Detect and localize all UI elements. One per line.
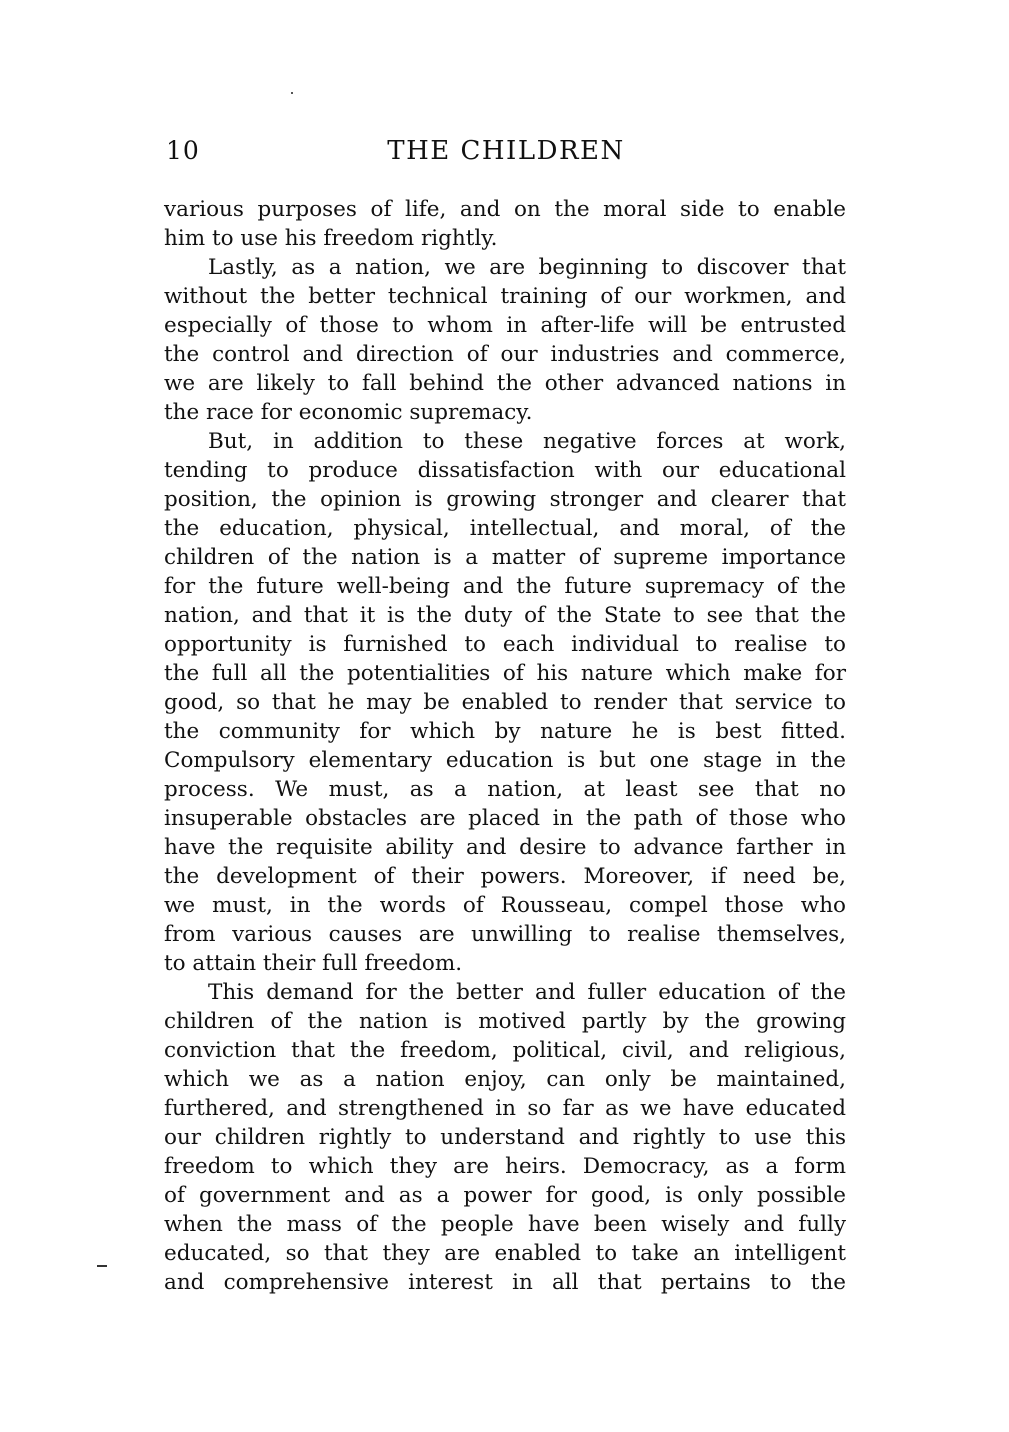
text-line: we are likely to fall behind the other advanced nations in: [164, 371, 846, 396]
text-line: Compulsory elementary education is but one stage in the: [164, 748, 846, 773]
text-line: educated, so that they are enabled to take an intelligent: [164, 1241, 846, 1266]
body-text: [164, 195, 846, 1297]
text-line: the race for economic supremacy.: [164, 400, 533, 425]
text-line: for the future well-being and the future supremacy of the: [164, 574, 846, 599]
text-line: children of the nation is motived partly by the growing: [164, 1009, 846, 1034]
scan-speck: [291, 92, 293, 94]
text-line: Lastly, as a nation, we are beginning to discover that: [208, 255, 846, 280]
text-line: tending to produce dissatisfaction with our educational: [164, 458, 846, 483]
text-line: the development of their powers. Moreover, if need be,: [164, 864, 846, 889]
text-line: without the better technical training of our workmen, and: [164, 284, 846, 309]
text-line: the education, physical, intellectual, and moral, of the: [164, 516, 846, 541]
text-line: This demand for the better and fuller education of the: [208, 980, 846, 1005]
text-line: But, in addition to these negative forces at work,: [208, 429, 846, 454]
text-line: position, the opinion is growing stronger and clearer that: [164, 487, 846, 512]
text-line: good, so that he may be enabled to render that service to: [164, 690, 846, 715]
text-line: the community for which by nature he is best fitted.: [164, 719, 846, 744]
running-title: THE CHILDREN: [387, 136, 625, 166]
text-line: conviction that the freedom, political, civil, and religious,: [164, 1038, 846, 1063]
text-line: the full all the potentialities of his nature which make for: [164, 661, 846, 686]
text-line: have the requisite ability and desire to advance farther in: [164, 835, 846, 860]
text-line: children of the nation is a matter of supreme importance: [164, 545, 846, 570]
text-line: nation, and that it is the duty of the State to see that the: [164, 603, 846, 628]
text-line: our children rightly to understand and rightly to use this: [164, 1125, 846, 1150]
text-line: when the mass of the people have been wisely and fully: [164, 1212, 846, 1237]
text-line: furthered, and strengthened in so far as we have educated: [164, 1096, 846, 1121]
page-header: [166, 136, 846, 176]
text-line: opportunity is furnished to each individual to realise to: [164, 632, 846, 657]
page-number: 10: [166, 136, 200, 165]
text-line: and comprehensive interest in all that pertains to the: [164, 1270, 846, 1295]
text-line: the control and direction of our industries and commerce,: [164, 342, 846, 367]
text-line: insuperable obstacles are placed in the path of those who: [164, 806, 846, 831]
text-line: of government and as a power for good, is only possible: [164, 1183, 846, 1208]
text-line: especially of those to whom in after-life will be entrusted: [164, 313, 846, 338]
text-line: freedom to which they are heirs. Democracy, as a form: [164, 1154, 846, 1179]
margin-mark: [97, 1265, 107, 1267]
text-line: process. We must, as a nation, at least see that no: [164, 777, 846, 802]
text-line: which we as a nation enjoy, can only be maintained,: [164, 1067, 846, 1092]
text-line: various purposes of life, and on the moral side to enable: [164, 197, 846, 222]
text-line: to attain their full freedom.: [164, 951, 463, 976]
text-line: we must, in the words of Rousseau, compel those who: [164, 893, 846, 918]
text-line: from various causes are unwilling to realise themselves,: [164, 922, 846, 947]
text-line: him to use his freedom rightly.: [164, 226, 498, 251]
